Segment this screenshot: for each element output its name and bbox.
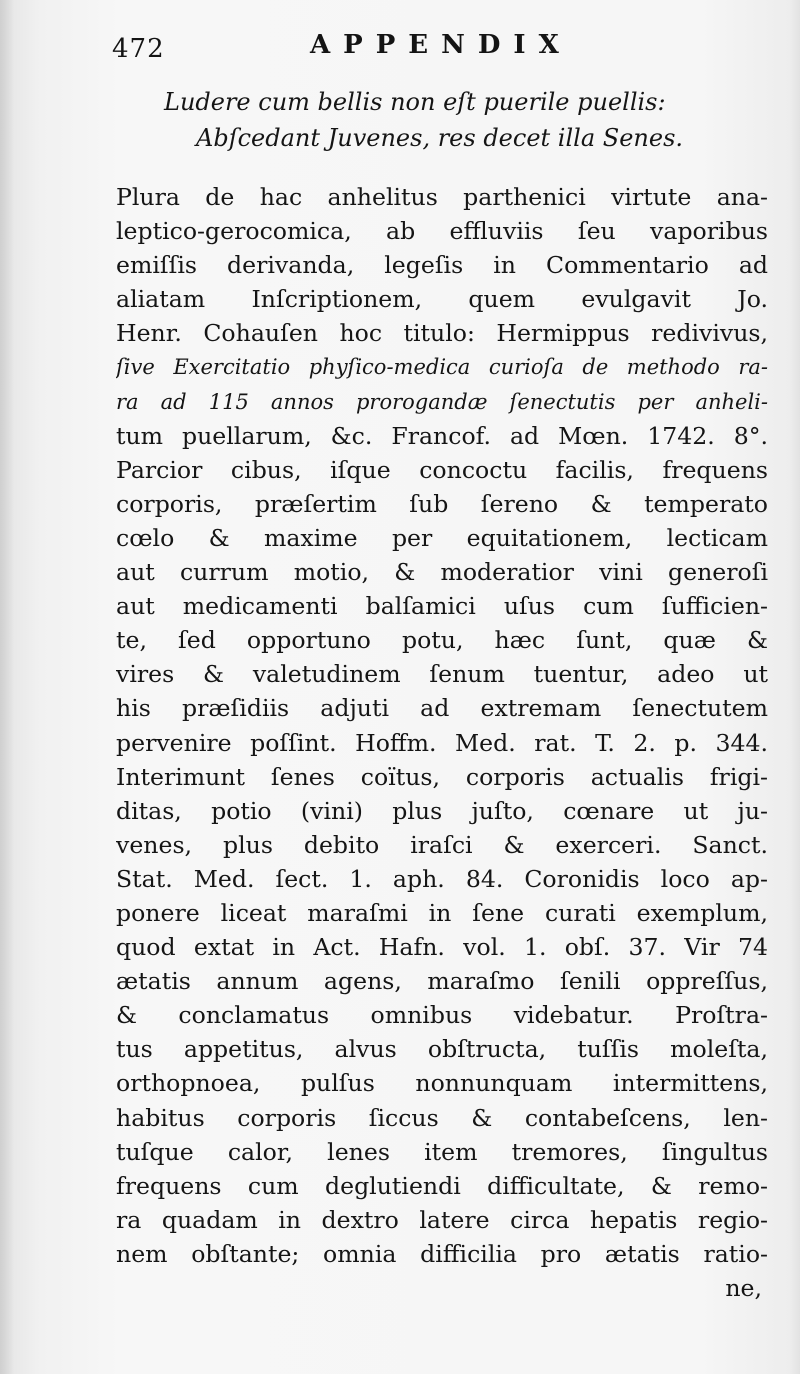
- text-line: cœlo & maxime per equitationem, lecticam: [116, 523, 768, 552]
- text-line: Interimunt ſenes coïtus, corporis actualis frigi-: [116, 762, 768, 791]
- body-text: [116, 180, 768, 1305]
- text-line: habitus corporis ſiccus & contabeſcens, len-: [116, 1103, 768, 1132]
- text-line: aliatam Inſcriptionem, quem evulgavit Jo.: [116, 285, 768, 314]
- epigraph-line-2: Abſcedant Juvenes, res decet illa Senes.: [196, 124, 684, 152]
- text-line: aut medicamenti balſamici uſus cum ſufficien-: [116, 592, 768, 621]
- epigraph-line-1: Ludere cum bellis non eſt puerile puellis:: [164, 88, 666, 116]
- text-line: quod extat in Act. Hafn. vol. 1. obſ. 37. Vir 74: [116, 933, 768, 962]
- text-line: Parcior cibus, iſque concoctu facilis, frequens: [116, 455, 768, 484]
- text-line: venes, plus debito iraſci & exerceri. Sanct.: [116, 830, 768, 859]
- text-line: ra ad 115 annos prorogandæ ſenectutis per anheli-: [116, 389, 768, 414]
- text-line: te, ſed opportuno potu, hæc ſunt, quæ &: [116, 626, 768, 655]
- text-line: ætatis annum agens, maraſmo ſenili oppreſſus,: [116, 967, 768, 996]
- text-line: vires & valetudinem ſenum tuentur, adeo ut: [116, 660, 768, 689]
- page-header: [112, 30, 762, 70]
- text-line: ponere liceat maraſmi in ſene curati exemplum,: [116, 898, 768, 927]
- text-line: pervenire poſſint. Hoffm. Med. rat. T. 2. p. 344.: [116, 728, 768, 757]
- text-line: emiſſis derivanda, legeſis in Commentario ad: [116, 251, 768, 280]
- epigraph: [150, 84, 710, 156]
- text-line: ditas, potio (vini) plus juſto, cœnare ut ju-: [116, 796, 768, 825]
- text-line: leptico-gerocomica, ab effluviis ſeu vaporibus: [116, 217, 768, 246]
- page-gutter-shadow: [0, 0, 14, 1374]
- text-line: frequens cum deglutiendi difficultate, & remo-: [116, 1171, 768, 1200]
- text-line: tuſque calor, lenes item tremores, ſingultus: [116, 1137, 768, 1166]
- text-line: aut currum motio, & moderatior vini generoſi: [116, 558, 768, 587]
- text-line: ra quadam in dextro latere circa hepatis regio-: [116, 1205, 768, 1234]
- catchword: ne,: [725, 1274, 762, 1302]
- text-line: tum puellarum, &c. Francof. ad Mœn. 1742. 8°.: [116, 421, 768, 450]
- text-line: corporis, præſertim ſub ſereno & temperato: [116, 489, 768, 518]
- page-number: 472: [112, 34, 165, 64]
- text-line: Henr. Cohauſen hoc titulo: Hermippus redivivus,: [116, 319, 768, 348]
- text-line: Plura de hac anhelitus parthenici virtute ana-: [116, 183, 768, 211]
- text-line: ſive Exercitatio phyſico-medica curioſa de methodo ra-: [116, 355, 768, 380]
- text-line: Stat. Med. ſect. 1. aph. 84. Coronidis loco ap-: [116, 864, 768, 893]
- text-line: nem obſtante; omnia difficilia pro ætatis ratio-: [116, 1239, 768, 1268]
- text-line: tus appetitus, alvus obſtructa, tuſſis moleſta,: [116, 1035, 768, 1064]
- running-title: APPENDIX: [310, 30, 572, 60]
- text-line: & conclamatus omnibus videbatur. Proſtra-: [116, 1001, 768, 1030]
- text-line: his præſidiis adjuti ad extremam ſenectutem: [116, 694, 768, 723]
- text-line: orthopnoea, pulſus nonnunquam intermittens,: [116, 1069, 768, 1098]
